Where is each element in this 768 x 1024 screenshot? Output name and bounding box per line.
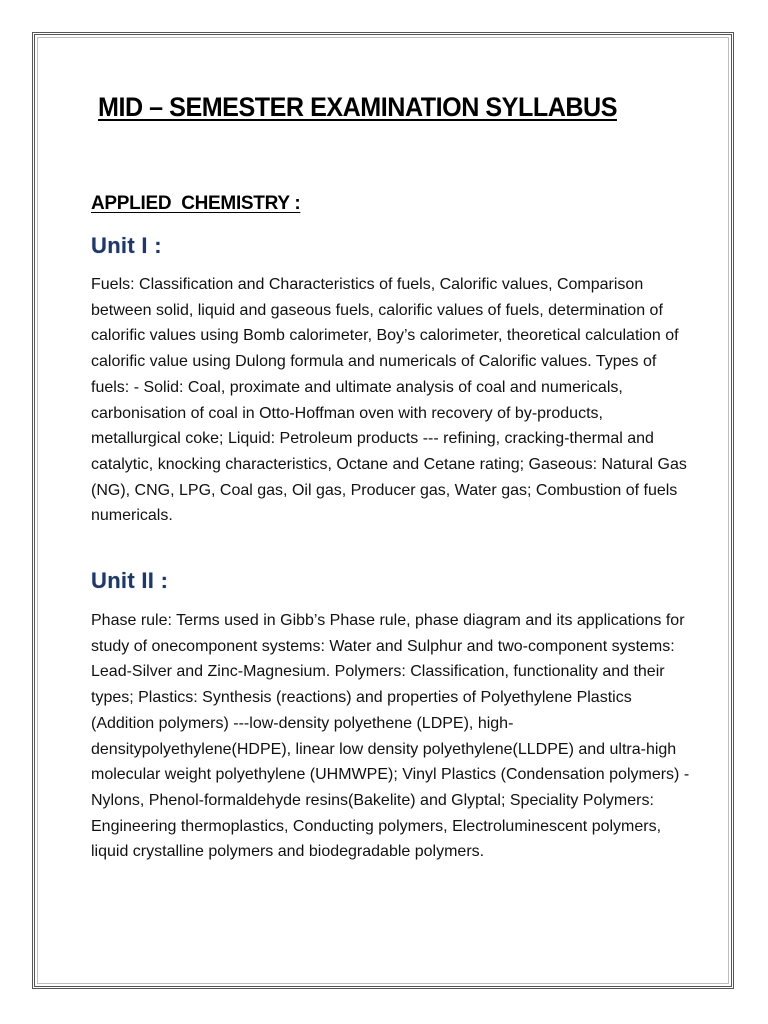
unit-1-heading: Unit I : xyxy=(91,233,162,258)
unit-1-text: Fuels: Classification and Characteristics of fuels, Calorific values, Comparison between solid, liquid and gaseous fuels, calorific values of fuels, determination of calorific values using Bomb calorimeter, Boy’s calorimeter, theoretical calculation of calorific value using Dulong formula and numericals of Calorific values. Types of fuels: - Solid: Coal, proximate and ultimate analysis of coal and numericals, carbonisation of coal in Otto-Hoffman oven with recovery of by-products, metallurgical coke; Liquid: Petroleum products --- refining, cracking-thermal and catalytic, knocking characteristics, Octane and Cetane rating; Gaseous: Natural Gas (NG), CNG, LPG, Coal gas, Oil gas, Producer gas, Water gas; Combustion of fuels numericals. xyxy=(91,276,687,525)
subject-heading: APPLIED CHEMISTRY : xyxy=(91,193,301,214)
page-title: MID – SEMESTER EXAMINATION SYLLABUS xyxy=(98,92,617,122)
unit-2-heading: Unit II : xyxy=(91,568,169,593)
unit-2-text: Phase rule: Terms used in Gibb’s Phase rule, phase diagram and its applications for study of onecomponent systems: Water and Sulphur and two-component systems: Lead-Silver and Zinc-Magnesium. Polymers: Classification, functionality and their types; Plastics: Synthesis (reactions) and properties of Polyethylene Plastics (Addition polymers) ---low-density polyethene (LDPE), high-densitypolyethylene(HDPE), linear low density polyethylene(LLDPE) and ultra-high molecular weight polyethylene (UHMWPE); Vinyl Plastics (Condensation polymers) -Nylons, Phenol-formaldehyde resins(Bakelite) and Glyptal; Speciality Polymers: Engineering thermoplastics, Conducting polymers, Electroluminescent polymers, liquid crystalline polymers and biodegradable polymers. xyxy=(91,612,690,861)
